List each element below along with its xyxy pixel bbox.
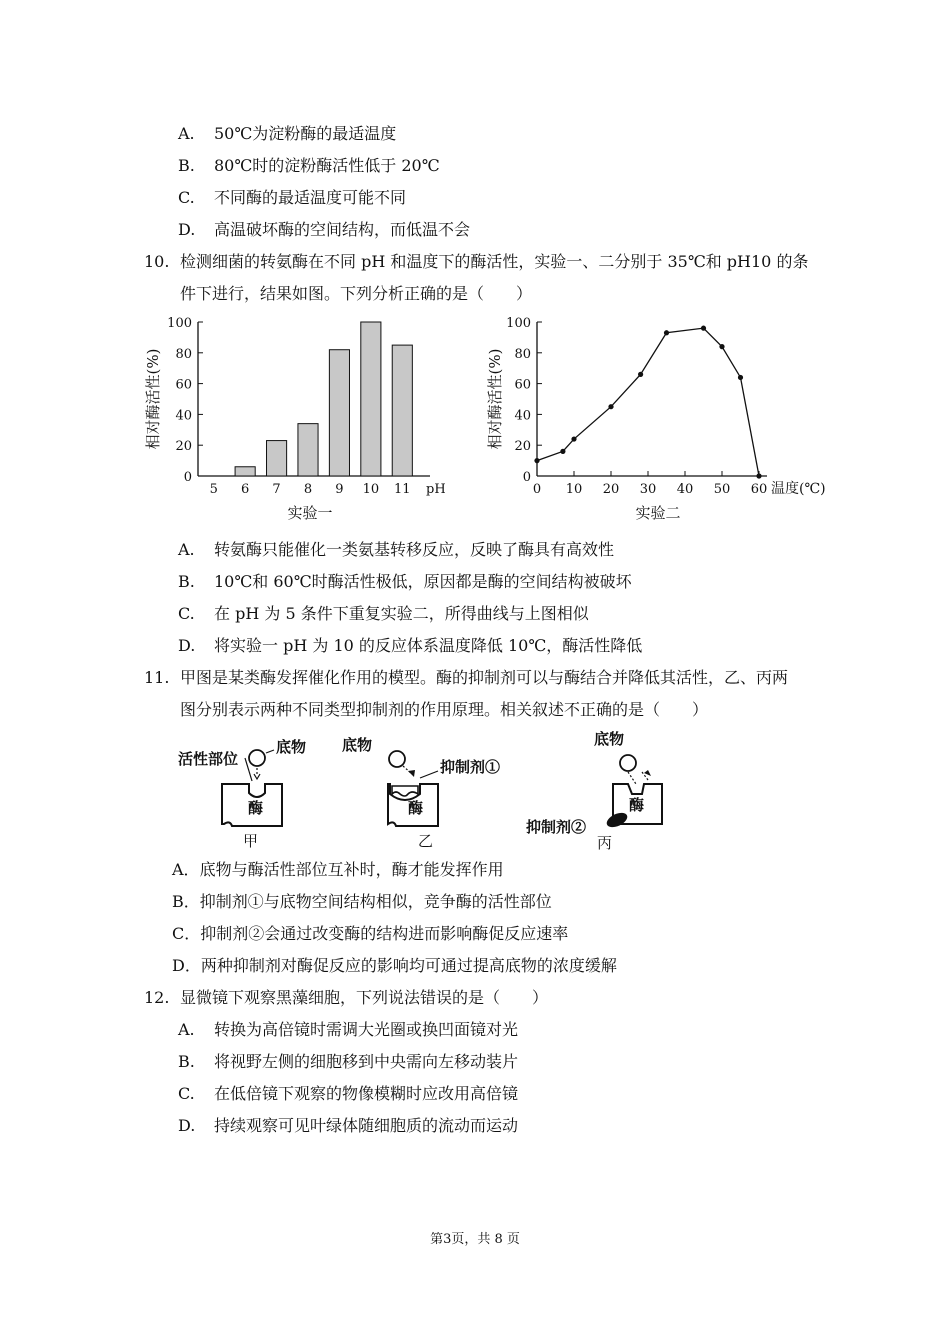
q11-option-a: A．底物与酶活性部位互补时，酶才能发挥作用 [172,860,504,879]
chart2-xtick-label: 40 [676,482,694,497]
q12-option-d: D. 持续观察可见叶绿体随细胞质的流动而运动 [178,1116,519,1135]
chart2-ytick-label: 0 [522,470,531,485]
chart1-ytick-label: 40 [175,408,192,424]
chart1-xtick-label: 9 [335,482,344,497]
q12-option-c: C. 在低倍镜下观察的物像模糊时应改用高倍镜 [178,1084,519,1103]
q12-stem: 12. 显微镜下观察黑藻细胞，下列说法错误的是（ ） [144,988,549,1007]
q10-stem-line1: 10. 检测细菌的转氨酶在不同 pH 和温度下的酶活性，实验一、二分别于 35℃和 pH10 的条 [144,252,809,271]
chart2-xtick-label: 0 [532,482,542,497]
chart1-xtick-label: 8 [303,482,313,497]
substrate-label: 底物 [276,738,307,756]
chart2-point [638,372,643,377]
chart1-ytick-label: 20 [175,439,192,455]
chart1-ytick-label: 100 [167,316,192,331]
chart1-bar [361,322,381,476]
chart2-xtick-label: 60 [750,482,768,497]
chart2-xtick-label: 50 [713,482,731,497]
label-jia: 甲 [243,832,259,850]
substrate-label-yi: 底物 [342,736,373,754]
chart2-ytick-label: 80 [514,346,531,362]
chart1-xtick-label: 6 [241,482,250,497]
q9-option-c: C. 不同酶的最适温度可能不同 [178,188,407,207]
chart1-xtick-label: 10 [362,482,380,497]
q12-option-b: B. 将视野左侧的细胞移到中央需向左移动装片 [178,1052,519,1071]
chart2-point [534,458,539,463]
chart2-point [560,449,565,454]
enzyme-label-jia: 酶 [248,799,264,817]
chart2-point [738,375,743,380]
inhibitor1-shape [392,786,418,796]
active-site-label: 活性部位 [178,750,239,768]
chart2-xtick-label: 20 [602,482,620,497]
chart2-xtick-label: 10 [565,482,583,497]
chart1-bar [329,350,349,476]
q11-option-b: B．抑制剂①与底物空间结构相似，竞争酶的活性部位 [172,892,552,911]
chart2-ylabel: 相对酶活性(%) [486,348,504,450]
diagram-bing [526,730,662,852]
chart1-bar [392,345,412,476]
chart1-ytick-label: 60 [175,377,192,393]
chart2-point [608,404,613,409]
substrate-label-bing: 底物 [594,730,625,748]
page-footer: 第3页，共 8 页 [430,1232,520,1247]
chart2-series-line [537,328,759,476]
chart1-ytick-label: 0 [183,470,192,485]
chart1-xtick-label: 5 [209,482,218,497]
chart1-ylabel: 相对酶活性(%) [144,348,162,450]
q9-option-d: D. 高温破坏酶的空间结构，而低温不会 [178,220,471,239]
chart1-bar [235,467,255,476]
label-bing: 丙 [597,834,613,852]
chart1-ytick-label: 80 [175,346,192,362]
chart1-bar [298,424,318,476]
diagram-yi [342,736,500,850]
chart2-ytick-label: 100 [506,316,531,331]
q10-stem-line2: 件下进行，结果如图。下列分析正确的是（ ） [180,284,533,303]
enzyme-label-yi: 酶 [408,799,424,817]
substrate-circle-bing [620,755,636,771]
chart1-xlabel: pH [426,482,446,497]
chart1-title: 实验一 [287,504,333,522]
inhibitor2-label: 抑制剂② [526,818,587,836]
q9-option-b: B. 80℃时的淀粉酶活性低于 20℃ [178,156,440,175]
q10-option-d: D. 将实验一 pH 为 10 的反应体系温度降低 10℃，酶活性降低 [178,636,643,655]
q10-option-b: B. 10℃和 60℃时酶活性极低，原因都是酶的空间结构被破坏 [178,572,632,591]
chart-experiment-two [482,308,842,526]
q11-option-c: C．抑制剂②会通过改变酶的结构进而影响酶促反应速率 [172,924,569,943]
chart1-xtick-label: 7 [272,482,281,497]
enzyme-inhibition-diagram [170,726,690,856]
q10-option-c: C. 在 pH 为 5 条件下重复实验二，所得曲线与上图相似 [178,604,589,623]
q9-option-a: A. 50℃为淀粉酶的最适温度 [178,124,397,143]
q11-stem-line2: 图分别表示两种不同类型抑制剂的作用原理。相关叙述不正确的是（ ） [180,700,709,719]
enzyme-label-bing: 酶 [629,796,645,814]
chart2-point [701,326,706,331]
chart2-ytick-label: 40 [514,408,531,424]
chart2-xlabel: 温度(℃) [771,481,826,497]
chart2-point [571,436,576,441]
substrate-circle [249,750,265,766]
q11-stem-line1: 11. 甲图是某类酶发挥催化作用的模型。酶的抑制剂可以与酶结合并降低其活性，乙、丙两 [144,668,789,687]
chart1-bar [267,441,287,476]
diagram-jia [178,738,306,850]
chart2-ytick-label: 20 [514,439,531,455]
chart-experiment-one [140,308,460,526]
label-yi: 乙 [418,832,434,850]
q11-option-d: D．两种抑制剂对酶促反应的影响均可通过提高底物的浓度缓解 [172,956,617,975]
q12-option-a: A. 转换为高倍镜时需调大光圈或换凹面镜对光 [178,1020,519,1039]
chart2-xtick-label: 30 [639,482,657,497]
chart1-xtick-label: 11 [394,482,411,497]
q10-option-a: A. 转氨酶只能催化一类氨基转移反应，反映了酶具有高效性 [178,540,615,559]
chart2-point [756,473,761,478]
substrate-circle-yi [389,751,405,767]
chart2-point [664,330,669,335]
inhibitor1-label: 抑制剂① [440,758,501,776]
chart2-title: 实验二 [635,504,681,522]
chart2-point [719,344,724,349]
chart2-ytick-label: 60 [514,377,531,393]
